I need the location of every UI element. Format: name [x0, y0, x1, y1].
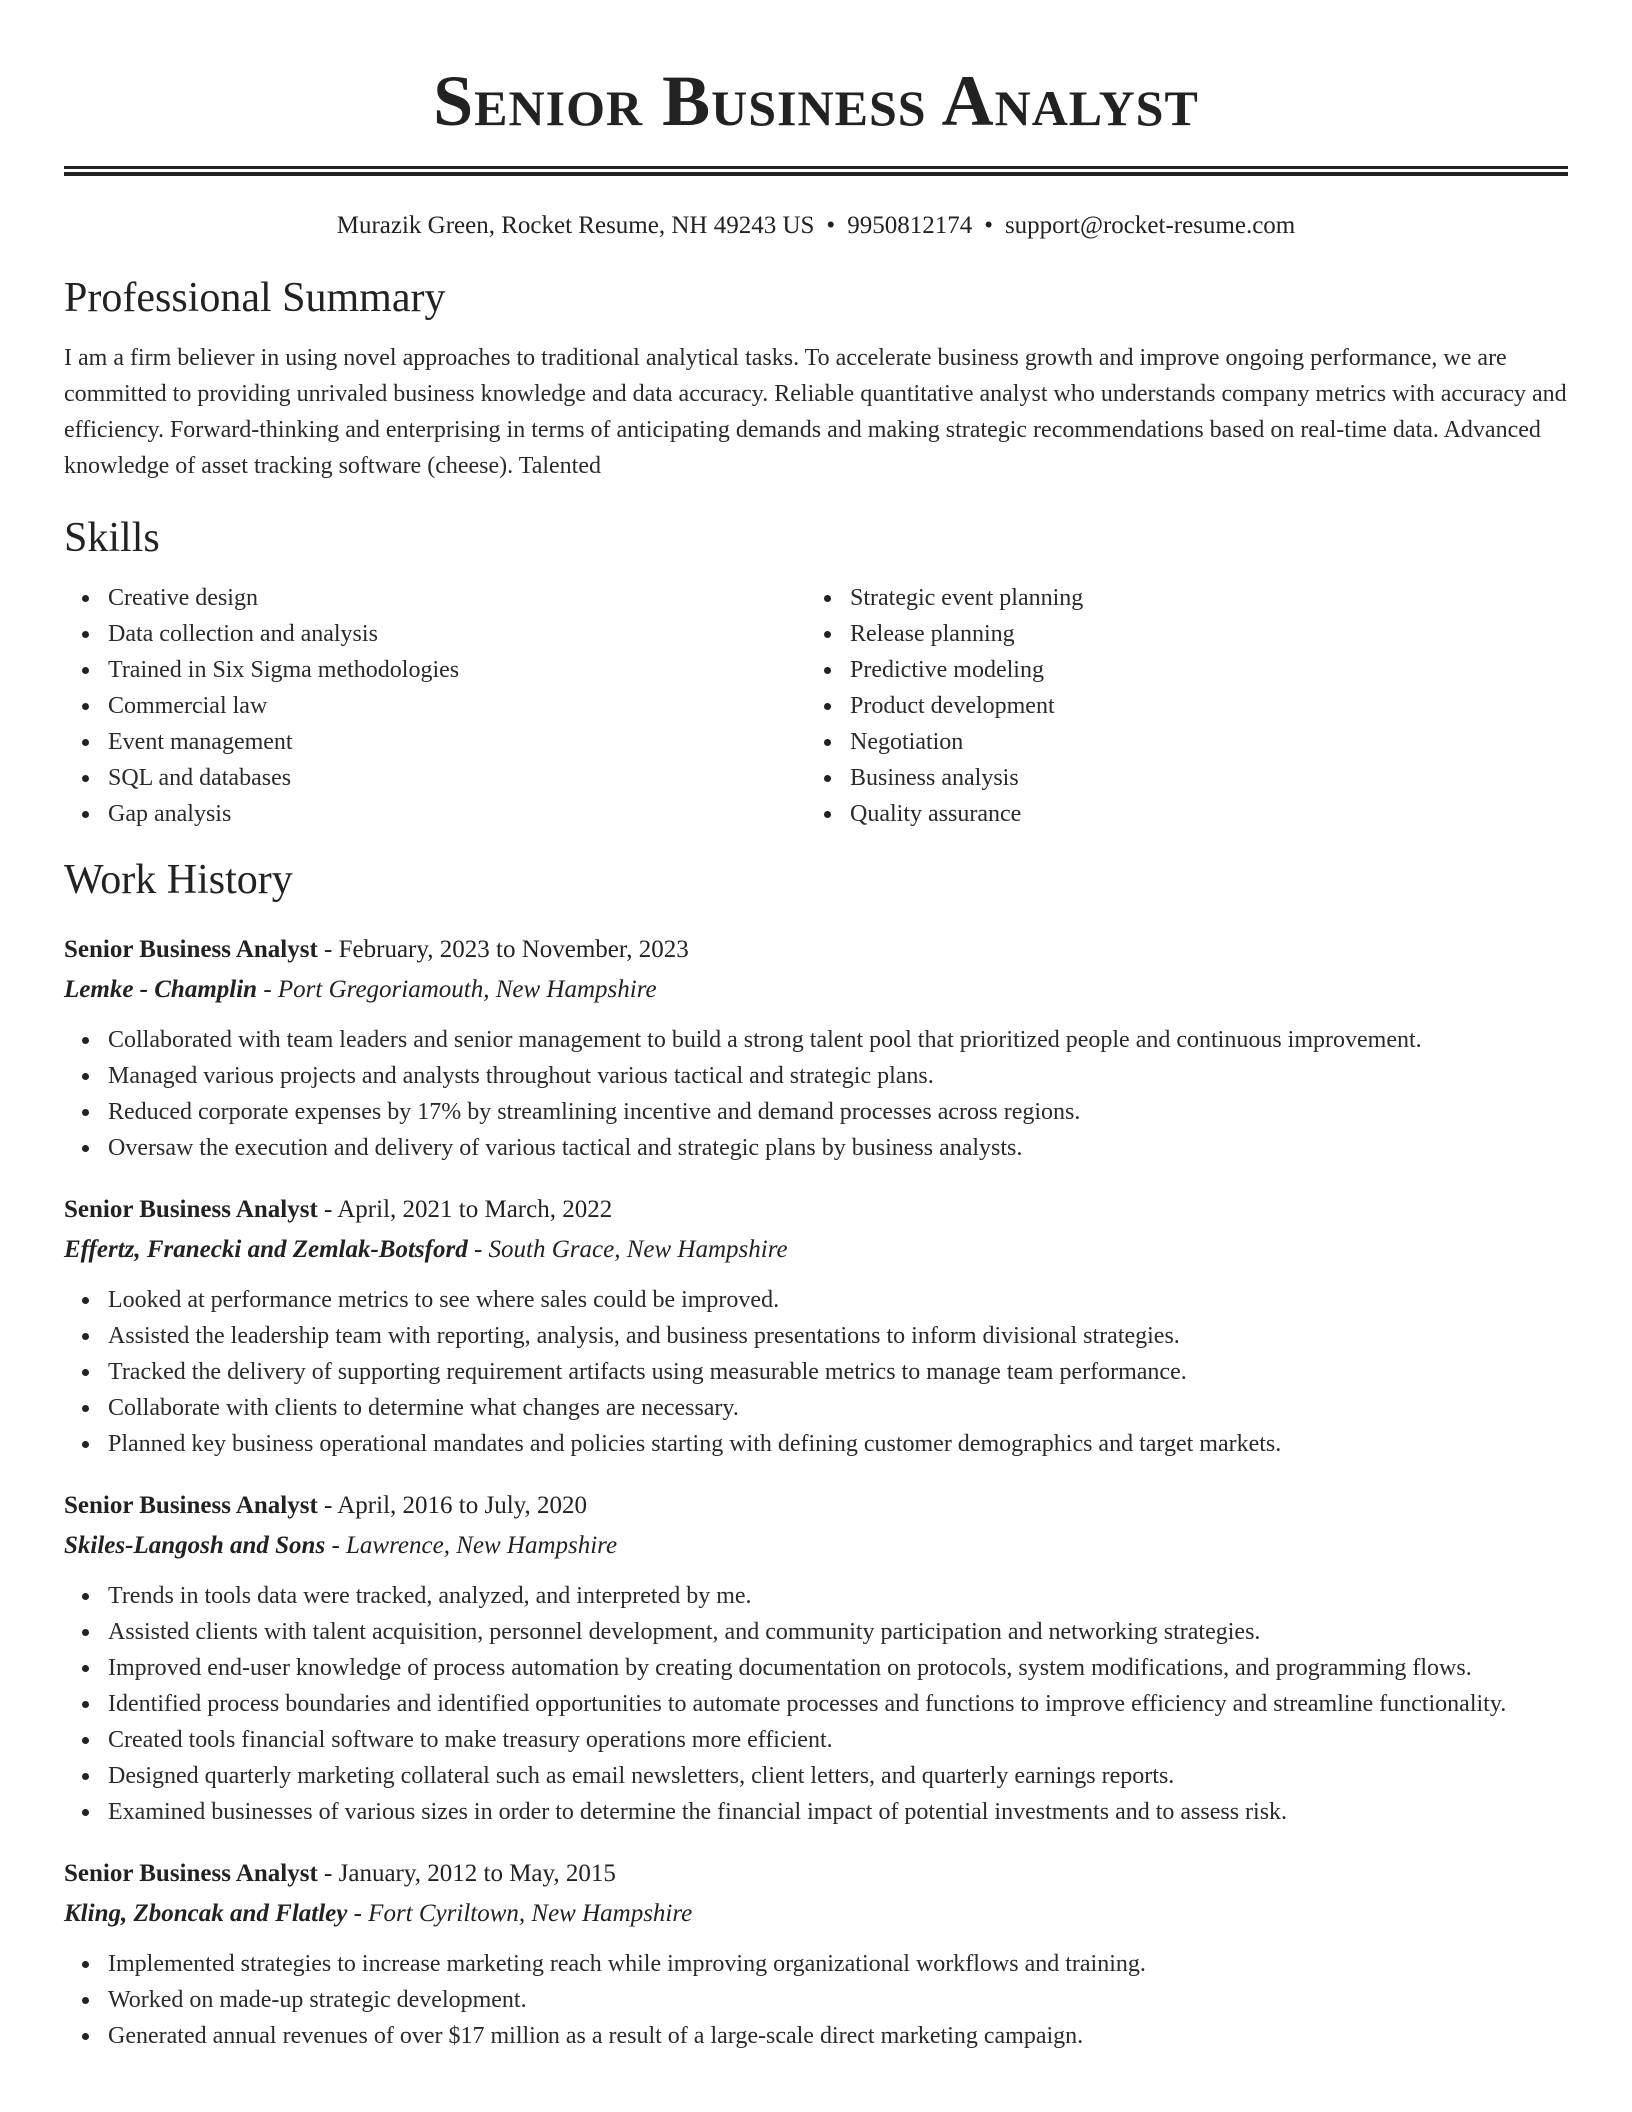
summary-text: I am a firm believer in using novel approaches to traditional analytical tasks. To accelerate business growth and improve ongoing performance, we are committed to providing unrivaled business knowledge and data accuracy. Reliable quantitative analyst who understands company metrics with accuracy and efficiency. Forward-thinking and enterprising in terms of anticipating demands and making strategic recommendations based on real-time data. Advanced knowledge of asset tracking software (cheese). Talented: [64, 345, 1567, 479]
skills-list: [64, 580, 1568, 832]
skill-item: Commercial law: [108, 688, 806, 724]
contact-phone: 9950812174: [847, 212, 973, 239]
job-entry: [64, 930, 1568, 1166]
job-bullet: Tracked the delivery of supporting requirement artifacts using measurable metrics to manage team performance.: [108, 1354, 1568, 1390]
job-title-line: [64, 1190, 1568, 1230]
job-title-line: [64, 1854, 1568, 1894]
skills-column-right: [806, 580, 1548, 832]
job-bullets: [64, 1022, 1568, 1166]
job-bullet: Reduced corporate expenses by 17% by streamlining incentive and demand processes across regions.: [108, 1094, 1568, 1130]
job-title: Senior Business Analyst: [64, 936, 318, 963]
company-name: Lemke - Champlin: [64, 976, 258, 1003]
company-name: Effertz, Franecki and Zemlak-Botsford: [64, 1236, 468, 1263]
job-bullet: Created tools financial software to make treasury operations more efficient.: [108, 1722, 1568, 1758]
company-location: - Port Gregoriamouth, New Hampshire: [263, 976, 657, 1003]
resume-page: [64, 0, 1568, 2054]
skill-item: Creative design: [108, 580, 806, 616]
job-bullet: Managed various projects and analysts throughout various tactical and strategic plans.: [108, 1058, 1568, 1094]
job-bullet: Assisted the leadership team with reporting, analysis, and business presentations to inform divisional strategies.: [108, 1318, 1568, 1354]
job-bullet: Assisted clients with talent acquisition, personnel development, and community participation and networking strategies.: [108, 1614, 1568, 1650]
job-dates: - January, 2012 to May, 2015: [324, 1860, 616, 1887]
job-bullet: Looked at performance metrics to see where sales could be improved.: [108, 1282, 1568, 1318]
contact-address: Murazik Green, Rocket Resume, NH 49243 US: [336, 212, 815, 239]
job-bullet: Trends in tools data were tracked, analyzed, and interpreted by me.: [108, 1578, 1568, 1614]
job-dates: - April, 2021 to March, 2022: [324, 1196, 613, 1223]
skill-item: SQL and databases: [108, 760, 806, 796]
job-bullet: Oversaw the execution and delivery of various tactical and strategic plans by business analysts.: [108, 1130, 1568, 1166]
job-title: Senior Business Analyst: [64, 1196, 318, 1223]
skill-item: Gap analysis: [108, 796, 806, 832]
job-bullet: Planned key business operational mandates and policies starting with defining customer demographics and target markets.: [108, 1426, 1568, 1462]
job-bullet: Collaborated with team leaders and senior management to build a strong talent pool that prioritized people and continuous improvement.: [108, 1022, 1568, 1058]
contact-separator: •: [826, 212, 836, 239]
skill-item: Product development: [850, 688, 1548, 724]
resume-title: Senior Business Analyst: [433, 61, 1199, 141]
company-line: [64, 970, 1568, 1010]
work-history-heading: Work History: [64, 857, 293, 903]
job-bullets: [64, 1946, 1568, 2054]
skill-item: Trained in Six Sigma methodologies: [108, 652, 806, 688]
company-name: Skiles-Langosh and Sons: [64, 1532, 326, 1559]
skill-item: Quality assurance: [850, 796, 1548, 832]
contact-separator: •: [984, 212, 993, 239]
skills-column-left: [64, 580, 806, 832]
job-bullet: Improved end-user knowledge of process automation by creating documentation on protocols, system modifications, and programming flows.: [108, 1650, 1568, 1686]
skill-item: Event management: [108, 724, 806, 760]
job-bullet: Worked on made-up strategic development.: [108, 1982, 1568, 2018]
skill-item: Strategic event planning: [850, 580, 1548, 616]
job-bullet: Designed quarterly marketing collateral such as email newsletters, client letters, and quarterly earnings reports.: [108, 1758, 1568, 1794]
company-line: [64, 1230, 1568, 1270]
job-bullets: [64, 1282, 1568, 1462]
title-divider: [64, 166, 1568, 176]
company-line: [64, 1526, 1568, 1566]
summary-heading: Professional Summary: [64, 275, 446, 321]
job-bullet: Implemented strategies to increase marketing reach while improving organizational workflows and training.: [108, 1946, 1568, 1982]
job-bullet: Examined businesses of various sizes in order to determine the financial impact of potential investments and to assess risk.: [108, 1794, 1568, 1830]
company-location: - Fort Cyriltown, New Hampshire: [353, 1900, 693, 1927]
job-dates: - February, 2023 to November, 2023: [324, 936, 689, 963]
company-line: [64, 1894, 1568, 1934]
job-dates: - April, 2016 to July, 2020: [324, 1492, 588, 1519]
skill-item: Negotiation: [850, 724, 1548, 760]
skill-item: Data collection and analysis: [108, 616, 806, 652]
skill-item: Release planning: [850, 616, 1548, 652]
job-bullets: [64, 1578, 1568, 1830]
skill-item: Business analysis: [850, 760, 1548, 796]
job-entry: [64, 1486, 1568, 1830]
skills-heading: Skills: [64, 515, 160, 561]
job-bullet: Generated annual revenues of over $17 million as a result of a large-scale direct marketing campaign.: [108, 2018, 1568, 2054]
job-bullet: Collaborate with clients to determine what changes are necessary.: [108, 1390, 1568, 1426]
contact-email: support@rocket-resume.com: [1004, 212, 1296, 239]
company-location: - South Grace, New Hampshire: [473, 1236, 788, 1263]
contact-line: [64, 210, 1568, 242]
company-location: - Lawrence, New Hampshire: [331, 1532, 618, 1559]
job-title-line: [64, 1486, 1568, 1526]
job-entry: [64, 1854, 1568, 2054]
job-title-line: [64, 930, 1568, 970]
skill-item: Predictive modeling: [850, 652, 1548, 688]
company-name: Kling, Zboncak and Flatley: [64, 1900, 348, 1927]
job-bullet: Identified process boundaries and identified opportunities to automate processes and functions to improve efficiency and streamline functionality.: [108, 1686, 1568, 1722]
job-title: Senior Business Analyst: [64, 1492, 318, 1519]
job-entry: [64, 1190, 1568, 1462]
job-title: Senior Business Analyst: [64, 1860, 318, 1887]
